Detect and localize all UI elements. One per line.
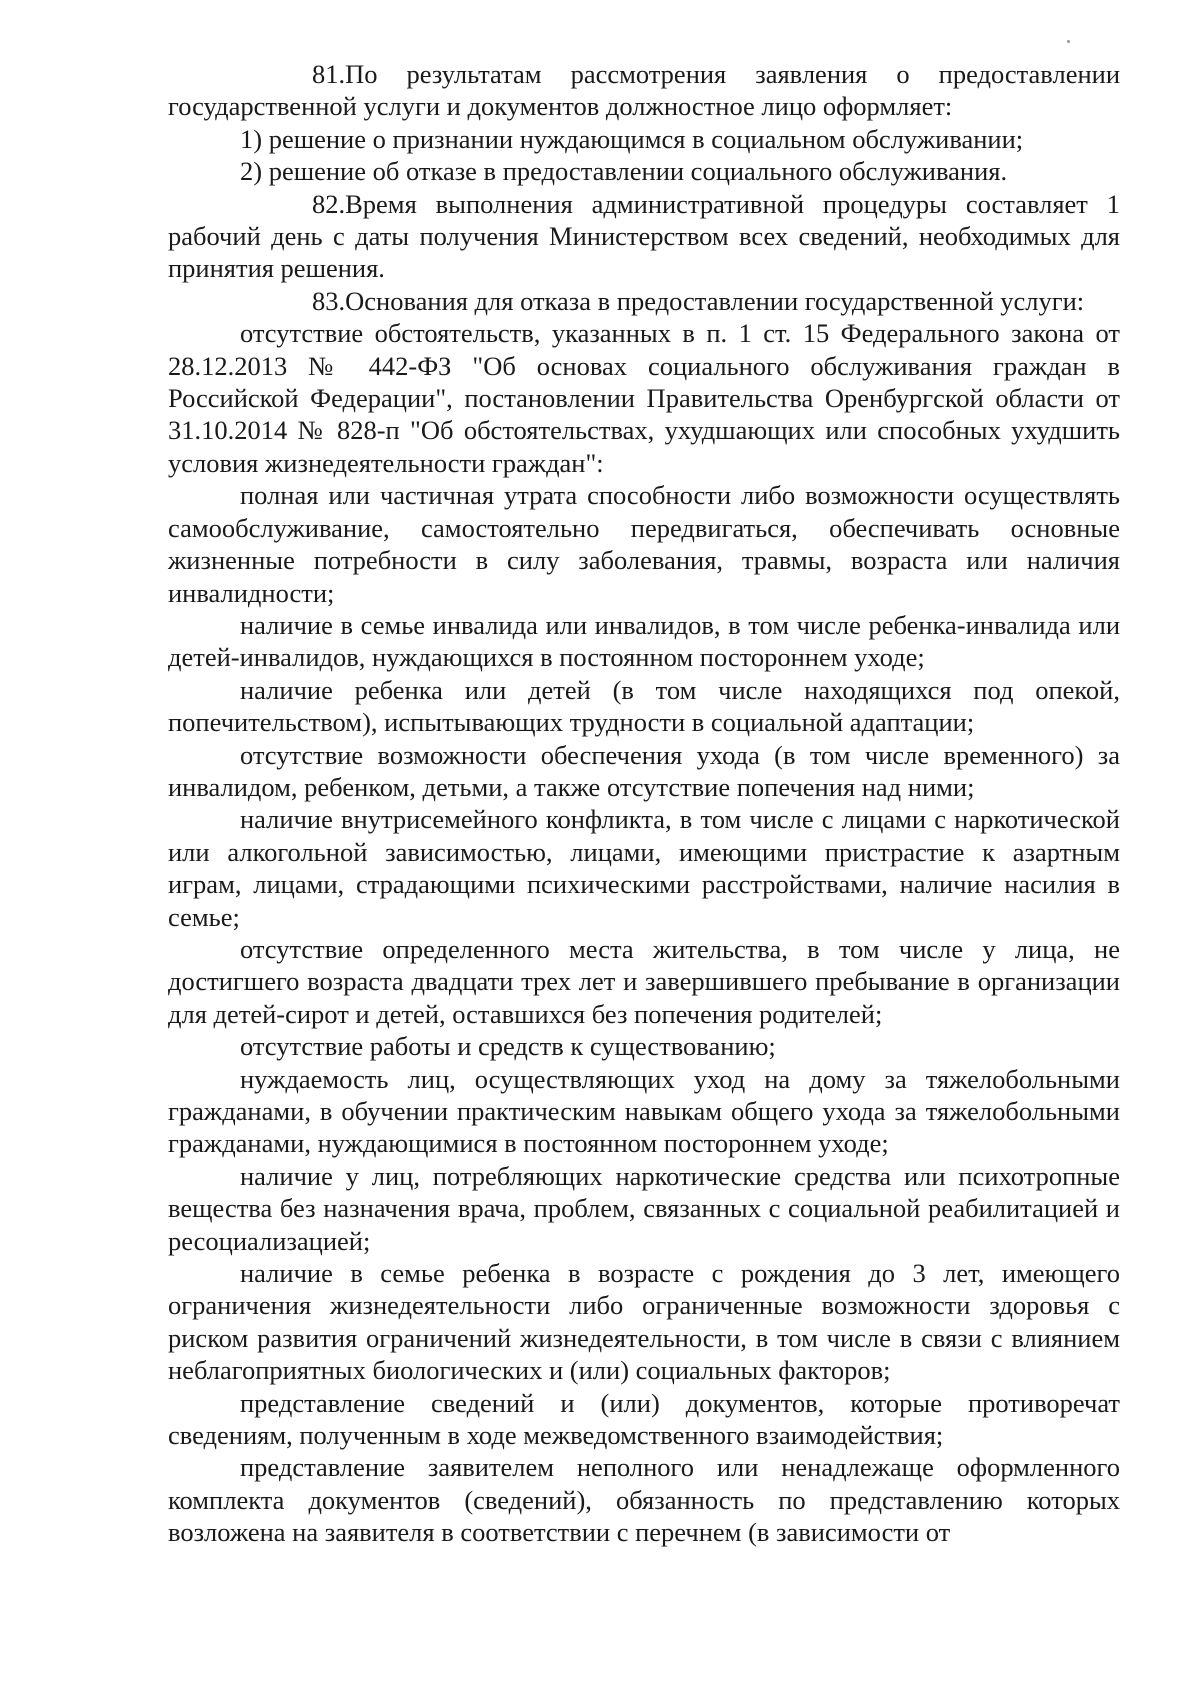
paragraph-ground-1: полная или частичная утрата способности либо возможности осуществлять самообслуживание, самостоятельно передвигаться, обеспечивать основные жизненные потребности в силу заболевания, травмы, возраста или наличия инвалидности;	[168, 480, 1120, 608]
paragraph-number: 81.	[312, 59, 346, 89]
paragraph-ground-11: представление сведений и (или) документов, которые противоречат сведениям, полученным в ходе межведомственного взаимодействия;	[168, 1387, 1120, 1451]
paragraph-81	[168, 58, 1120, 123]
paragraph-ground-5: наличие внутрисемейного конфликта, в том числе с лицами с наркотической или алкогольной зависимостью, лицами, имеющими пристрастие к азартным играм, лицами, страдающими психическими расстройствами, наличие насилия в семье;	[168, 804, 1120, 932]
paragraph-ground-2: наличие в семье инвалида или инвалидов, в том числе ребенка-инвалида или детей-инвалидов, нуждающихся в постоянном постороннем уходе;	[168, 609, 1120, 673]
paragraph-82	[168, 188, 1120, 285]
paragraph-83	[168, 285, 1120, 317]
paragraph-item-1: 1) решение о признании нуждающимся в социальном обслуживании;	[240, 123, 1024, 154]
paragraph-ground-8: нуждаемость лиц, осуществляющих уход на дому за тяжелобольными гражданами, в обучении практическим навыкам общего ухода за тяжелобольными гражданами, нуждающимися в постоянном постороннем уходе;	[168, 1063, 1120, 1159]
paragraph-number: 82.	[312, 188, 346, 219]
paragraph-text: По результатам рассмотрения заявления о предоставлении государственной услуги и документов должностное лицо оформляет:	[168, 59, 1120, 122]
paragraph-number: 83.	[312, 285, 346, 316]
paragraph-ground-3: наличие ребенка или детей (в том числе находящихся под опекой, попечительством), испытывающих трудности в социальной адаптации;	[168, 674, 1120, 738]
paragraph-item-2: 2) решение об отказе в предоставлении социального обслуживания.	[240, 156, 1008, 187]
paragraph-ground-10: наличие в семье ребенка в возрасте с рождения до 3 лет, имеющего ограничения жизнедеятельности либо ограниченные возможности здоровья с риском развития ограничений жизнедеятельности, в том числе в связи с влиянием неблагоприятных биологических и (или) социальных факторов;	[168, 1258, 1120, 1386]
paragraph-ground-4: отсутствие возможности обеспечения ухода (в том числе временного) за инвалидом, ребенком, детьми, а также отсутствие попечения над ними;	[168, 739, 1120, 802]
scan-speck	[1067, 40, 1070, 43]
paragraph-text: Время выполнения административной процедуры составляет 1 рабочий день с даты получения Министерством всех сведений, необходимых для принятия решения.	[168, 188, 1120, 284]
paragraph-ground-7: отсутствие работы и средств к существованию;	[240, 1031, 776, 1062]
paragraph-text: Основания для отказа в предоставлении государственной услуги:	[345, 285, 1085, 316]
paragraph-ground-6: отсутствие определенного места жительства, в том числе у лица, не достигшего возраста двадцати трех лет и завершившего пребывание в организации для детей-сирот и детей, оставшихся без попечения родителей;	[168, 933, 1120, 1029]
paragraph-ground-12: представление заявителем неполного или ненадлежаще оформленного комплекта документов (сведений), обязанность по представлению которых возложена на заявителя в соответствии с перечнем (в зависимости от	[168, 1452, 1120, 1548]
paragraph-ground-9: наличие у лиц, потребляющих наркотические средства или психотропные вещества без назначения врача, проблем, связанных с социальной реабилитацией и ресоциализацией;	[168, 1160, 1120, 1256]
paragraph-grounds-intro: отсутствие обстоятельств, указанных в п. 1 ст. 15 Федерального закона от 28.12.2013 № 442-ФЗ "Об основах социального обслуживания граждан в Российской Федерации", постановлении Правительства Оренбургской области от 31.10.2014 № 828-п "Об обстоятельствах, ухудшающих или способных ухудшить условия жизнедеятельности граждан":	[168, 318, 1120, 478]
document-body	[168, 58, 1120, 1549]
